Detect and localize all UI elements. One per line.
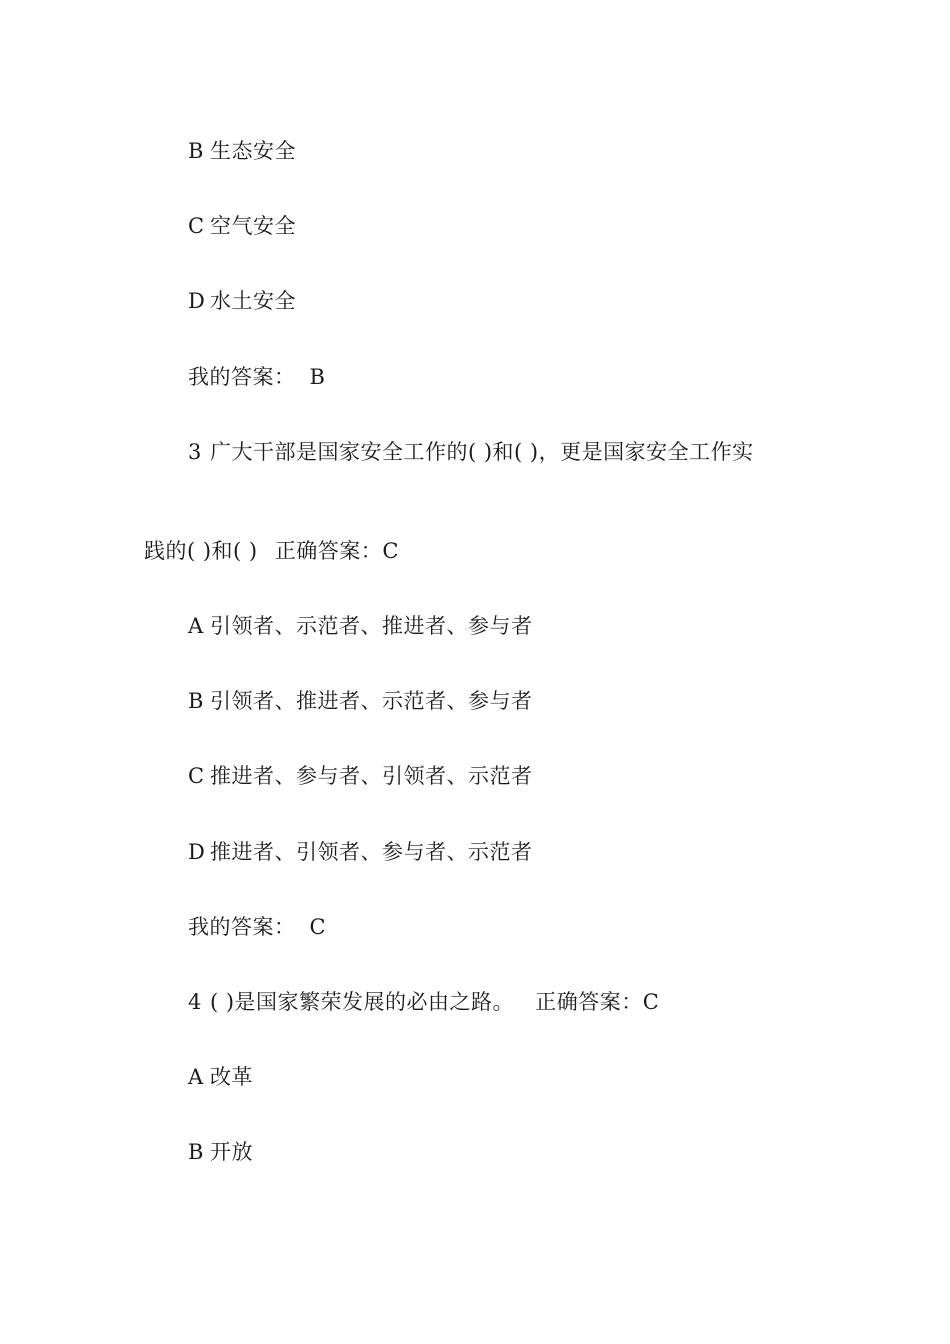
- correct-answer-value: C: [642, 990, 660, 1014]
- option-a: [188, 1063, 253, 1091]
- option-text: 水土安全: [210, 289, 296, 313]
- option-d: [188, 838, 533, 866]
- question-text-cont: 践的( )和( ): [144, 539, 265, 563]
- my-answer-value: B: [309, 365, 326, 389]
- question-text: 广大干部是国家安全工作的( )和( )，更是国家安全工作实: [210, 440, 754, 464]
- my-answer: [188, 913, 326, 941]
- question-3-line-1: [188, 438, 754, 466]
- option-letter: B: [188, 1140, 204, 1164]
- question-number: 3: [188, 440, 202, 464]
- option-text: 改革: [210, 1065, 253, 1089]
- option-b: [188, 1138, 253, 1166]
- option-c: [188, 762, 533, 790]
- question-text: ( )是国家繁荣发展的必由之路。: [210, 990, 522, 1014]
- option-letter: A: [188, 1065, 204, 1089]
- option-letter: C: [188, 214, 205, 238]
- option-text: 空气安全: [210, 214, 296, 238]
- my-answer-value: C: [309, 915, 327, 939]
- option-text: 开放: [210, 1140, 253, 1164]
- option-letter: B: [188, 139, 204, 163]
- my-answer-label: 我的答案：: [188, 365, 296, 389]
- option-letter: B: [188, 689, 204, 713]
- option-text: 引领者、推进者、示范者、参与者: [210, 689, 533, 713]
- option-letter: A: [188, 614, 204, 638]
- option-text: 引领者、示范者、推进者、参与者: [210, 614, 533, 638]
- option-d: [188, 287, 296, 315]
- option-text: 推进者、引领者、参与者、示范者: [210, 840, 533, 864]
- question-4: [188, 988, 659, 1016]
- option-a: [188, 612, 533, 640]
- option-letter: D: [188, 840, 206, 864]
- question-3-line-2: [144, 537, 399, 565]
- my-answer-label: 我的答案：: [188, 915, 296, 939]
- option-b: [188, 687, 533, 715]
- correct-answer-label: 正确答案：: [274, 539, 383, 563]
- my-answer: [188, 363, 325, 391]
- question-number: 4: [188, 990, 202, 1014]
- correct-answer-value: C: [382, 539, 399, 563]
- option-text: 推进者、参与者、引领者、示范者: [210, 764, 533, 788]
- option-b: [188, 137, 296, 165]
- option-letter: C: [188, 764, 205, 788]
- correct-answer-label: 正确答案：: [535, 990, 643, 1014]
- option-letter: D: [188, 289, 206, 313]
- option-text: 生态安全: [210, 139, 296, 163]
- option-c: [188, 212, 296, 240]
